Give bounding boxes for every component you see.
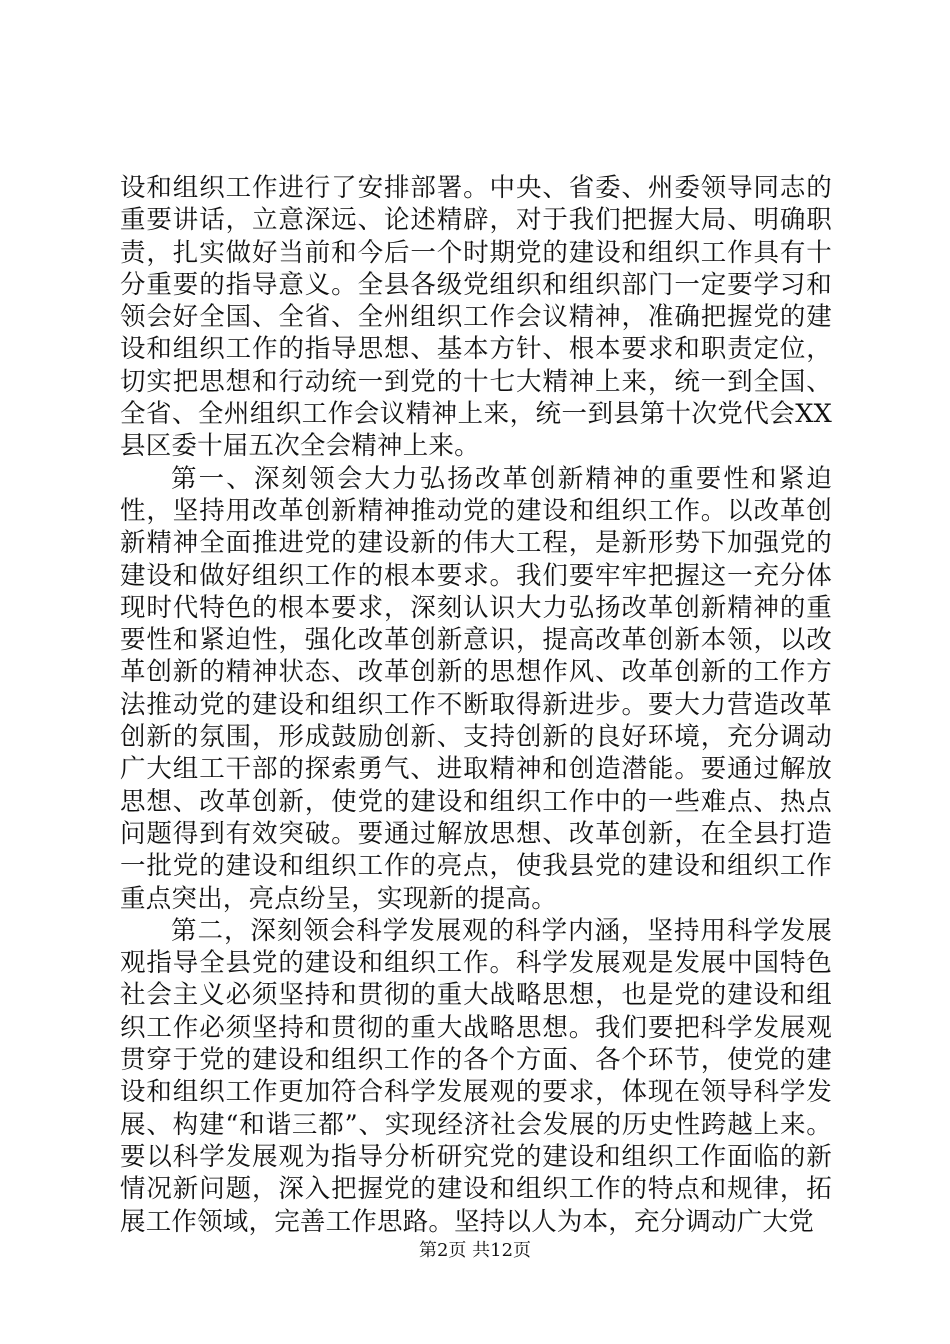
page-footer bbox=[0, 1239, 950, 1263]
page-number-label: 第2页 共12页 bbox=[418, 1240, 532, 1261]
document-body bbox=[120, 172, 832, 1238]
paragraph-first-point: 第一、深刻领会大力弘扬改革创新精神的重要性和紧迫性，坚持用改革创新精神推动党的建设和组织工作。以改革创新精神全面推进党的建设新的伟大工程，是新形势下加强党的建设和做好组织工作的根本要求。我们要牢牢把握这一充分体现时代特色的根本要求，深刻认识大力弘扬改革创新精神的重要性和紧迫性，强化改革创新意识，提高改革创新本领，以改革创新的精神状态、改革创新的思想作风、改革创新的工作方法推动党的建设和组织工作不断取得新进步。要大力营造改革创新的氛围，形成鼓励创新、支持创新的良好环境，充分调动广大组工干部的探索勇气、进取精神和创造潜能。要通过解放思想、改革创新，使党的建设和组织工作中的一些难点、热点问题得到有效突破。要通过解放思想、改革创新，在全县打造一批党的建设和组织工作的亮点，使我县党的建设和组织工作重点突出，亮点纷呈，实现新的提高。 bbox=[120, 463, 832, 914]
paragraph-continuation: 设和组织工作进行了安排部署。中央、省委、州委领导同志的重要讲话，立意深远、论述精辟，对于我们把握大局、明确职责，扎实做好当前和今后一个时期党的建设和组织工作具有十分重要的指导意义。全县各级党组织和组织部门一定要学习和领会好全国、全省、全州组织工作会议精神，准确把握党的建设和组织工作的指导思想、基本方针、根本要求和职责定位，切实把思想和行动统一到党的十七大精神上来，统一到全国、全省、全州组织工作会议精神上来，统一到县第十次党代会XX县区委十届五次全会精神上来。 bbox=[120, 173, 832, 462]
paragraph-second-point: 第二，深刻领会科学发展观的科学内涵，坚持用科学发展观指导全县党的建设和组织工作。科学发展观是发展中国特色社会主义必须坚持和贯彻的重大战略思想，也是党的建设和组织工作必须坚持和贯彻的重大战略思想。我们要把科学发展观贯穿于党的建设和组织工作的各个方面、各个环节，使党的建设和组织工作更加符合科学发展观的要求，体现在领导科学发展、构建“和谐三都”、实现经济社会发展的历史性跨越上来。要以科学发展观为指导分析研究党的建设和组织工作面临的新情况新问题，深入把握党的建设和组织工作的特点和规律，拓展工作领域，完善工作思路。坚持以人为本，充分调动广大党 bbox=[120, 915, 832, 1237]
